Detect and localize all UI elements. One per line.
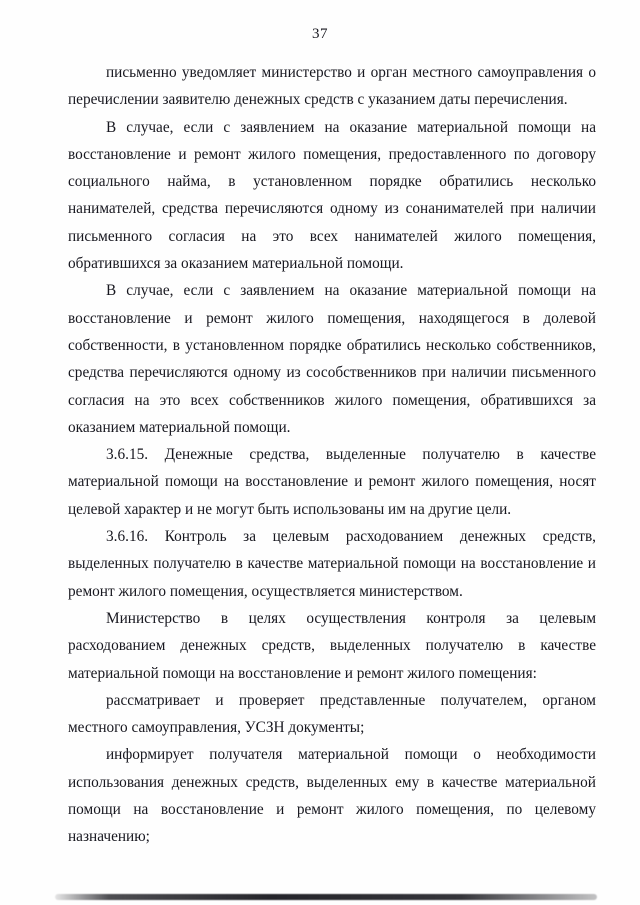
paragraph-reviews-documents: рассматривает и проверяет представленные получателем, органом местного самоуправления, УСЗН документы; xyxy=(68,691,596,737)
document-body xyxy=(68,59,596,851)
paragraph-social-tenancy-multiple-tenants: В случае, если с заявлением на оказание материальной помощи на восстановление и ремонт жилого помещения, предоставленного по договору социального найма, в установленном порядке обратились несколько нанимателей, средства перечисляются одному из сонанимателей при наличии письменного согласия на это всех нанимателей жилого помещения, обратившихся за оказанием материальной помощи. xyxy=(68,118,596,273)
page-number: 37 xyxy=(312,26,328,42)
paragraph-3-6-16-control: 3.6.16. Контроль за целевым расходованием денежных средств, выделенных получателю в качестве материальной помощи на восстановление и ремонт жилого помещения, осуществляется министерством. xyxy=(68,528,596,600)
paragraph-shared-ownership-multiple-owners: В случае, если с заявлением на оказание материальной помощи на восстановление и ремонт жилого помещения, находящегося в долевой собственности, в установленном порядке обратились несколько собственников, средства перечисляются одному из сособственников при наличии письменного согласия на это всех собственников жилого помещения, обратившихся за оказанием материальной помощи. xyxy=(68,282,596,436)
paragraph-notify-transfer: письменно уведомляет министерство и орган местного самоуправления о перечислении заявителю денежных средств с указанием даты перечисления. xyxy=(68,64,596,109)
paragraph-3-6-15-targeted-funds: 3.6.15. Денежные средства, выделенные получателю в качестве материальной помощи на восстановление и ремонт жилого помещения, носят целевой характер и не могут быть использованы им на другие цели. xyxy=(68,446,596,518)
paragraph-ministry-control-purposes: Министерство в целях осуществления контроля за целевым расходованием денежных средств, выделенных получателю в качестве материальной помощи на восстановление и ремонт жилого помещения: xyxy=(68,609,596,682)
paragraph-informs-recipient: информирует получателя материальной помощи о необходимости использования денежных средств, выделенных ему в качестве материальной помощи на восстановление и ремонт жилого помещения, по целевому назначению; xyxy=(68,746,596,846)
scan-edge-artifact xyxy=(55,894,597,900)
